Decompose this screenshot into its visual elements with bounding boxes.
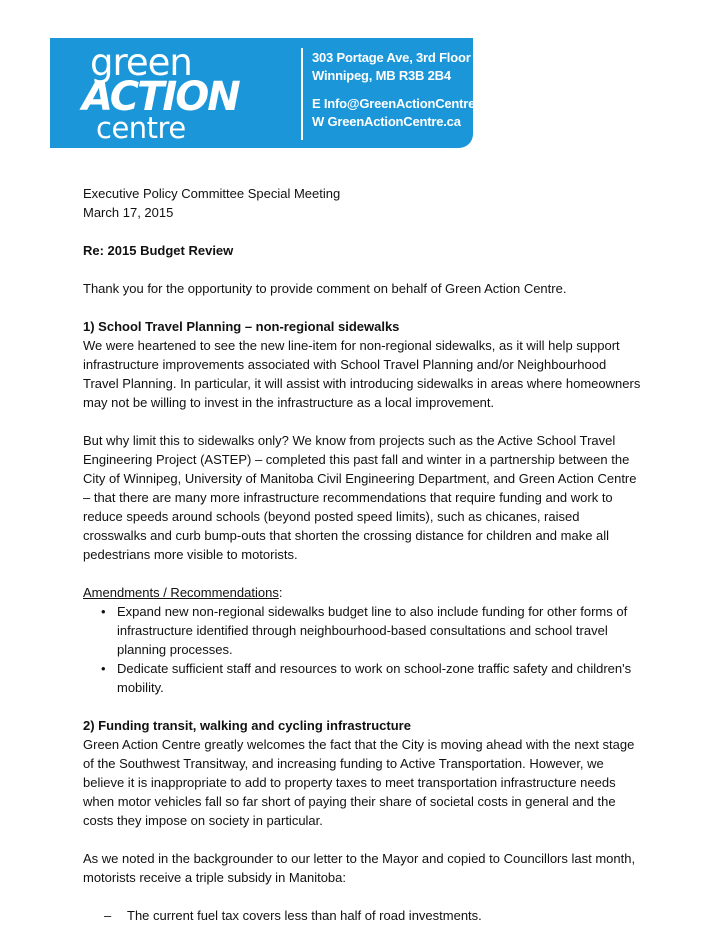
- amendments-colon: :: [278, 585, 283, 600]
- recommendation-item: • Dedicate sufficient staff and resources to work on school-zone traffic safety and children's mobility.: [83, 659, 643, 697]
- green-action-centre-logo: [50, 38, 260, 148]
- subject-line: Re: 2015 Budget Review: [83, 243, 234, 258]
- address-line-1: 303 Portage Ave, 3rd Floor: [312, 50, 471, 65]
- meeting-name: Executive Policy Committee Special Meeting: [83, 186, 341, 201]
- letter-body: [83, 184, 643, 925]
- subsidy-list-item: [83, 906, 643, 925]
- logo-word-action: ACTION: [82, 74, 239, 120]
- recommendations-list: [83, 602, 643, 697]
- section-2-paragraph-1: Green Action Centre greatly welcomes the fact that the City is moving ahead with the next stage of the Southwest Transitway, and increasing funding to Active Transportation. However, we believe it is inappropriate to add to property taxes to meet transportation infrastructure needs when motor vehicles fall so far short of paying their share of societal costs in general and the costs they impose on society in particular.: [83, 737, 635, 828]
- website-line: W GreenActionCentre.ca: [312, 114, 461, 129]
- dash-bullet: –: [104, 908, 112, 923]
- logo-word-green: green: [90, 41, 192, 84]
- amendments-heading: [83, 583, 643, 602]
- logo-word-centre: centre: [96, 111, 186, 145]
- amendments-label: Amendments / Recommendations: [83, 585, 279, 600]
- meeting-date: March 17, 2015: [83, 205, 174, 220]
- recommendation-item: • Expand new non-regional sidewalks budget line to also include funding for other forms of infrastructure identified through neighbourhood-based consultations and school travel planning processes.: [83, 602, 643, 659]
- email-line: E Info@GreenActionCentre.ca: [312, 96, 493, 111]
- letterhead: [50, 38, 493, 148]
- section-1-paragraph-2: But why limit this to sidewalks only? We know from projects such as the Active School Travel Engineering Project (ASTEP) – completed this past fall and winter in a partnership between the City of Winnipeg, University of Manitoba Civil Engineering Department, and Green Action Centre – that there are many more infrastructure recommendations that require funding and work to reduce speeds around schools (beyond posted speed limits), such as chicanes, raised crosswalks and curb bump-outs that shorten the crossing distance for children and make all pedestrians more visible to motorists.: [83, 433, 637, 562]
- section-1-paragraph-1: We were heartened to see the new line-item for non-regional sidewalks, as it will help support infrastructure improvements associated with School Travel Planning and/or Neighbourhood Travel Planning. In particular, it will assist with introducing sidewalks in areas where homeowners may not be willing to invest in the infrastructure as a local improvement.: [83, 338, 641, 410]
- section-1-heading: 1) School Travel Planning – non-regional sidewalks: [83, 319, 400, 334]
- section-2-heading: 2) Funding transit, walking and cycling infrastructure: [83, 718, 411, 733]
- intro-paragraph: Thank you for the opportunity to provide comment on behalf of Green Action Centre.: [83, 281, 567, 296]
- subsidy-item-text: The current fuel tax covers less than half of road investments.: [127, 908, 482, 923]
- contact-info: [312, 95, 493, 131]
- postal-address: [312, 49, 471, 85]
- address-line-2: Winnipeg, MB R3B 2B4: [312, 68, 451, 83]
- section-2-paragraph-2: As we noted in the backgrounder to our letter to the Mayor and copied to Councillors last month, motorists receive a triple subsidy in Manitoba:: [83, 851, 636, 885]
- letterhead-divider: [301, 48, 303, 140]
